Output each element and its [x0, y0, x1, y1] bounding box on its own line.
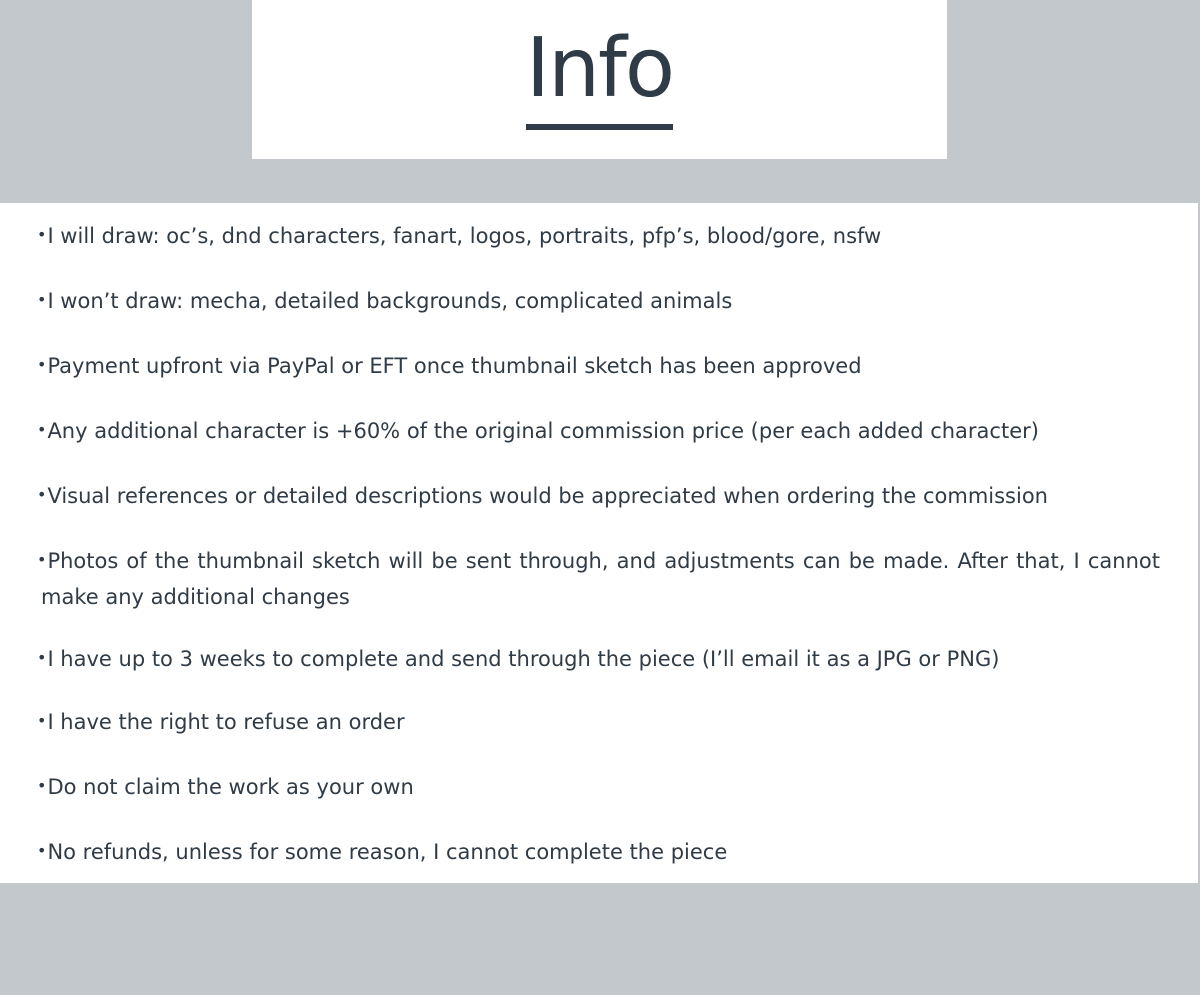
bullet-icon: • [37, 225, 47, 244]
bullet-icon: • [37, 355, 47, 374]
rule-text: I have up to 3 weeks to complete and send through the piece (I’ll email it as a JPG or PNG) [47, 647, 1000, 671]
bullet-icon: • [37, 550, 47, 569]
rule-text: I won’t draw: mecha, detailed backgrounds, complicated animals [47, 289, 733, 313]
rule-text: Any additional character is +60% of the original commission price (per each added character) [47, 419, 1039, 443]
rules-panel [0, 203, 1198, 883]
rule-text: Do not claim the work as your own [47, 775, 414, 799]
rule-text: Photos of the thumbnail sketch will be sent through, and adjustments can be made. After that, I cannot make any additional changes [41, 549, 1160, 609]
rule-item [37, 642, 1160, 678]
rule-item [37, 479, 1160, 515]
bullet-icon: • [37, 290, 47, 309]
rule-text: Visual references or detailed descriptions would be appreciated when ordering the commission [47, 484, 1048, 508]
rule-item [37, 219, 1160, 255]
bullet-icon: • [37, 711, 47, 730]
rule-item [37, 349, 1160, 385]
title-panel [252, 0, 947, 159]
rule-item [37, 705, 1160, 741]
rule-text: I have the right to refuse an order [47, 710, 405, 734]
page-title-text: Info [526, 20, 673, 130]
page-title [252, 20, 947, 130]
rule-text: No refunds, unless for some reason, I cannot complete the piece [47, 840, 728, 864]
rule-text: Payment upfront via PayPal or EFT once thumbnail sketch has been approved [47, 354, 862, 378]
rule-item [37, 284, 1160, 320]
rule-text: I will draw: oc’s, dnd characters, fanart, logos, portraits, pfp’s, blood/gore, nsfw [47, 224, 882, 248]
bullet-icon: • [37, 841, 47, 860]
bullet-icon: • [37, 420, 47, 439]
bullet-icon: • [37, 776, 47, 795]
rule-item [37, 414, 1160, 450]
rule-item [37, 770, 1160, 806]
rule-item [37, 544, 1160, 614]
bullet-icon: • [37, 485, 47, 504]
rule-item [37, 835, 1160, 871]
bullet-icon: • [37, 648, 47, 667]
